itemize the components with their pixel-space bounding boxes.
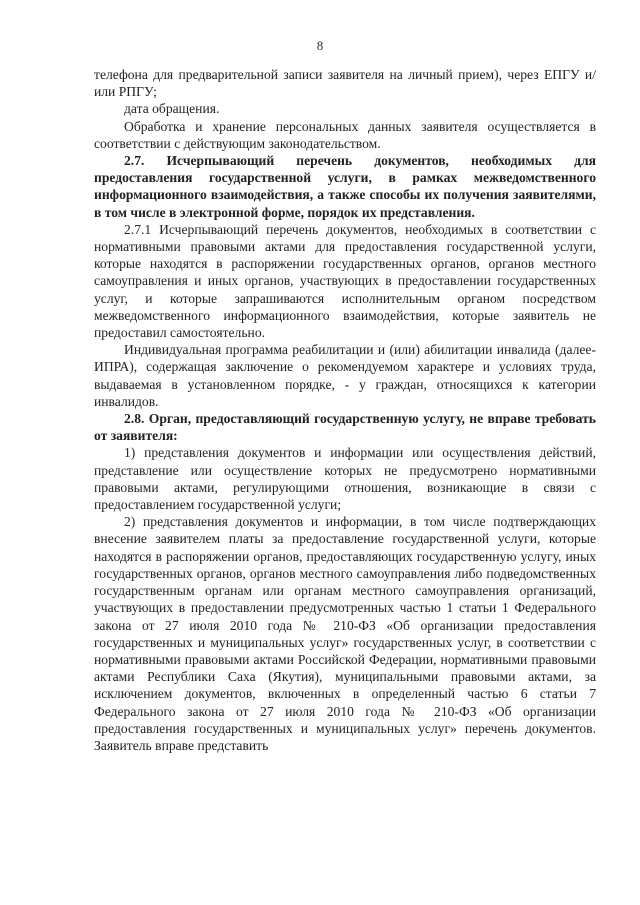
paragraph-section-2-7: 2.7. Исчерпывающий перечень документов, необходимых для предоставления государственной услуги, в рамках межведомственного информационного взаимодействия, а также способы их получения заявителями, в том числе в электронной форме, порядок их представления. xyxy=(94,153,596,220)
paragraph-section-2-8: 2.8. Орган, предоставляющий государственную услугу, не вправе требовать от заявителя: xyxy=(94,411,596,444)
paragraph-ipra: Индивидуальная программа реабилитации и (или) абилитации инвалида (далее-ИПРА), содержащая заключение о рекомендуемом характере и условиях труда, выдаваемая в установленном порядке, - у граждан, относящихся к категории инвалидов. xyxy=(94,342,596,409)
paragraph-section-2-7-1: 2.7.1 Исчерпывающий перечень документов, необходимых в соответствии с нормативными правовыми актами для предоставления государственной услуги, которые находятся в распоряжении государственных органов, органов местного самоуправления и иных органов, участвующих в предоставлении государственных услуг, и которые запрашиваются исполнительным органом посредством межведомственного информационного взаимодействия, которые заявитель не предоставил самостоятельно. xyxy=(94,221,596,341)
document-body xyxy=(94,66,596,754)
paragraph-personal-data: Обработка и хранение персональных данных заявителя осуществляется в соответствии с действующим законодательством. xyxy=(94,118,596,151)
paragraph-item-2: 2) представления документов и информации, в том числе подтверждающих внесение заявителем платы за предоставление государственной услуги, которые находятся в распоряжении органов, предоставляющих государственную услугу, иных государственных органов, органов местного самоуправления либо подведомственных государственным органам или органам местного самоуправления организаций, участвующих в предоставлении предусмотренных частью 1 статьи 1 Федерального закона от 27 июля 2010 года № 210-ФЗ «Об организации предоставления государственных и муниципальных услуг» государственных услуг, в соответствии с нормативными правовыми актами Российской Федерации, нормативными правовыми актами Республики Саха (Якутия), муниципальными правовыми актами, за исключением документов, включенных в определенный частью 6 статьи 7 Федерального закона от 27 июля 2010 года № 210-ФЗ «Об организации предоставления государственных и муниципальных услуг» перечень документов. Заявитель вправе представить xyxy=(94,514,596,753)
page-number: 8 xyxy=(316,38,324,53)
paragraph-date: дата обращения. xyxy=(124,101,220,117)
paragraph-item-1: 1) представления документов и информации или осуществления действий, представление или осуществление которых не предусмотрено нормативными правовыми актами, регулирующими отношения, возникающие в связи с предоставлением государственной услуги; xyxy=(94,445,596,513)
paragraph-continuation: телефона для предварительной записи заявителя на личный прием), через ЕПГУ и/или РПГУ; xyxy=(94,67,596,100)
